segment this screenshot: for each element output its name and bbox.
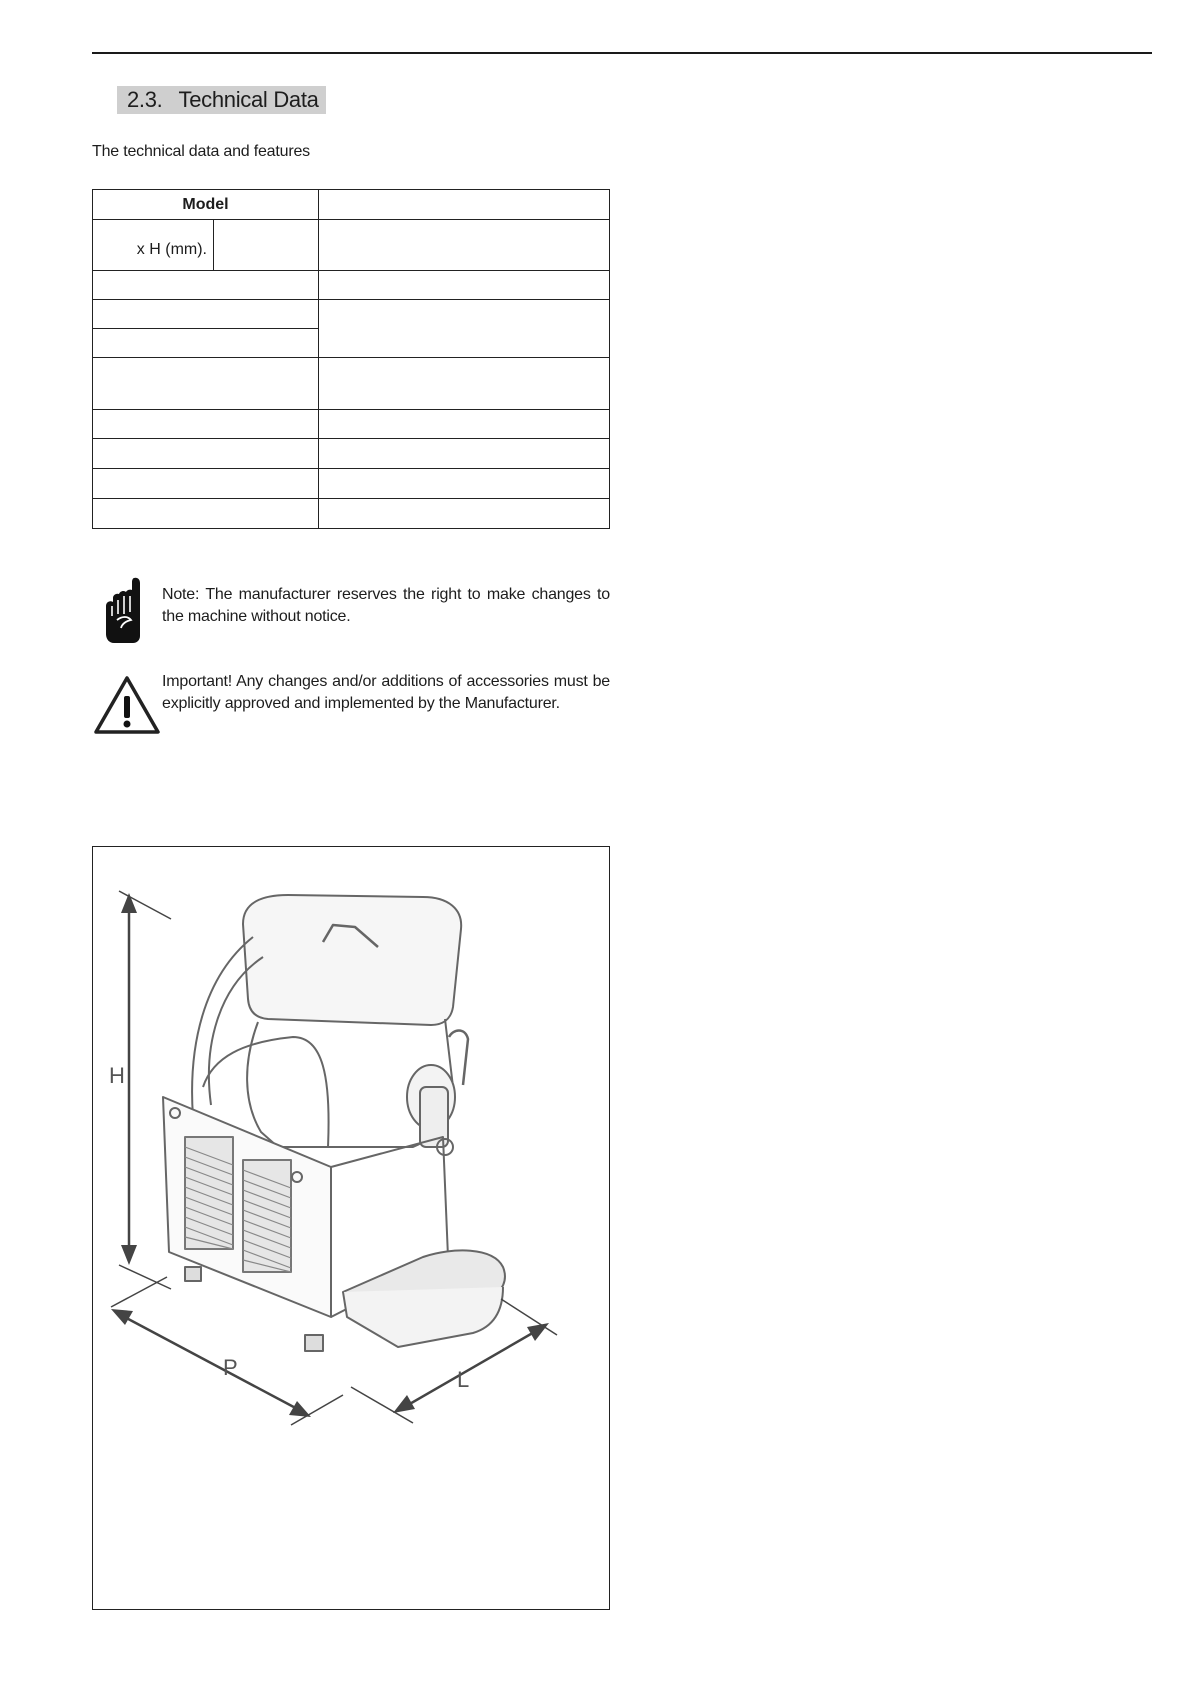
depth-label: P <box>223 1355 238 1380</box>
table-row-divider <box>93 299 609 300</box>
table-row-divider <box>93 328 318 329</box>
manufacturer-note: Note: The manufacturer reserves the right to make changes to the machine without notice. <box>162 586 610 625</box>
table-header-model: Model <box>182 196 229 213</box>
important-notice: Important! Any changes and/or additions of accessories must be explicitly approved and implemented by the Manufacturer. <box>162 673 610 712</box>
warning-triangle-icon <box>92 674 162 736</box>
table-dimensions-label: x H (mm). <box>136 241 207 258</box>
length-label: L <box>457 1367 470 1392</box>
table-row-divider <box>93 438 609 439</box>
height-label: H <box>109 1063 125 1088</box>
section-title: Technical Data <box>178 87 319 112</box>
machine-dimensions-figure <box>92 846 610 1610</box>
table-row-divider <box>93 498 609 499</box>
technical-data-table <box>92 189 610 529</box>
table-row-divider <box>93 468 609 469</box>
pointing-hand-icon <box>104 576 150 646</box>
table-row-divider <box>93 409 609 410</box>
section-heading <box>117 86 326 114</box>
table-row-divider <box>93 270 609 271</box>
intro-text: The technical data and features <box>92 143 310 160</box>
table-subcolumn-divider <box>213 219 214 270</box>
section-number: 2.3. <box>127 87 163 112</box>
machine-drawing <box>163 895 505 1351</box>
table-column-divider <box>318 190 319 528</box>
top-rule <box>92 52 1152 54</box>
table-row-divider <box>93 219 609 220</box>
table-row-divider <box>93 357 609 358</box>
